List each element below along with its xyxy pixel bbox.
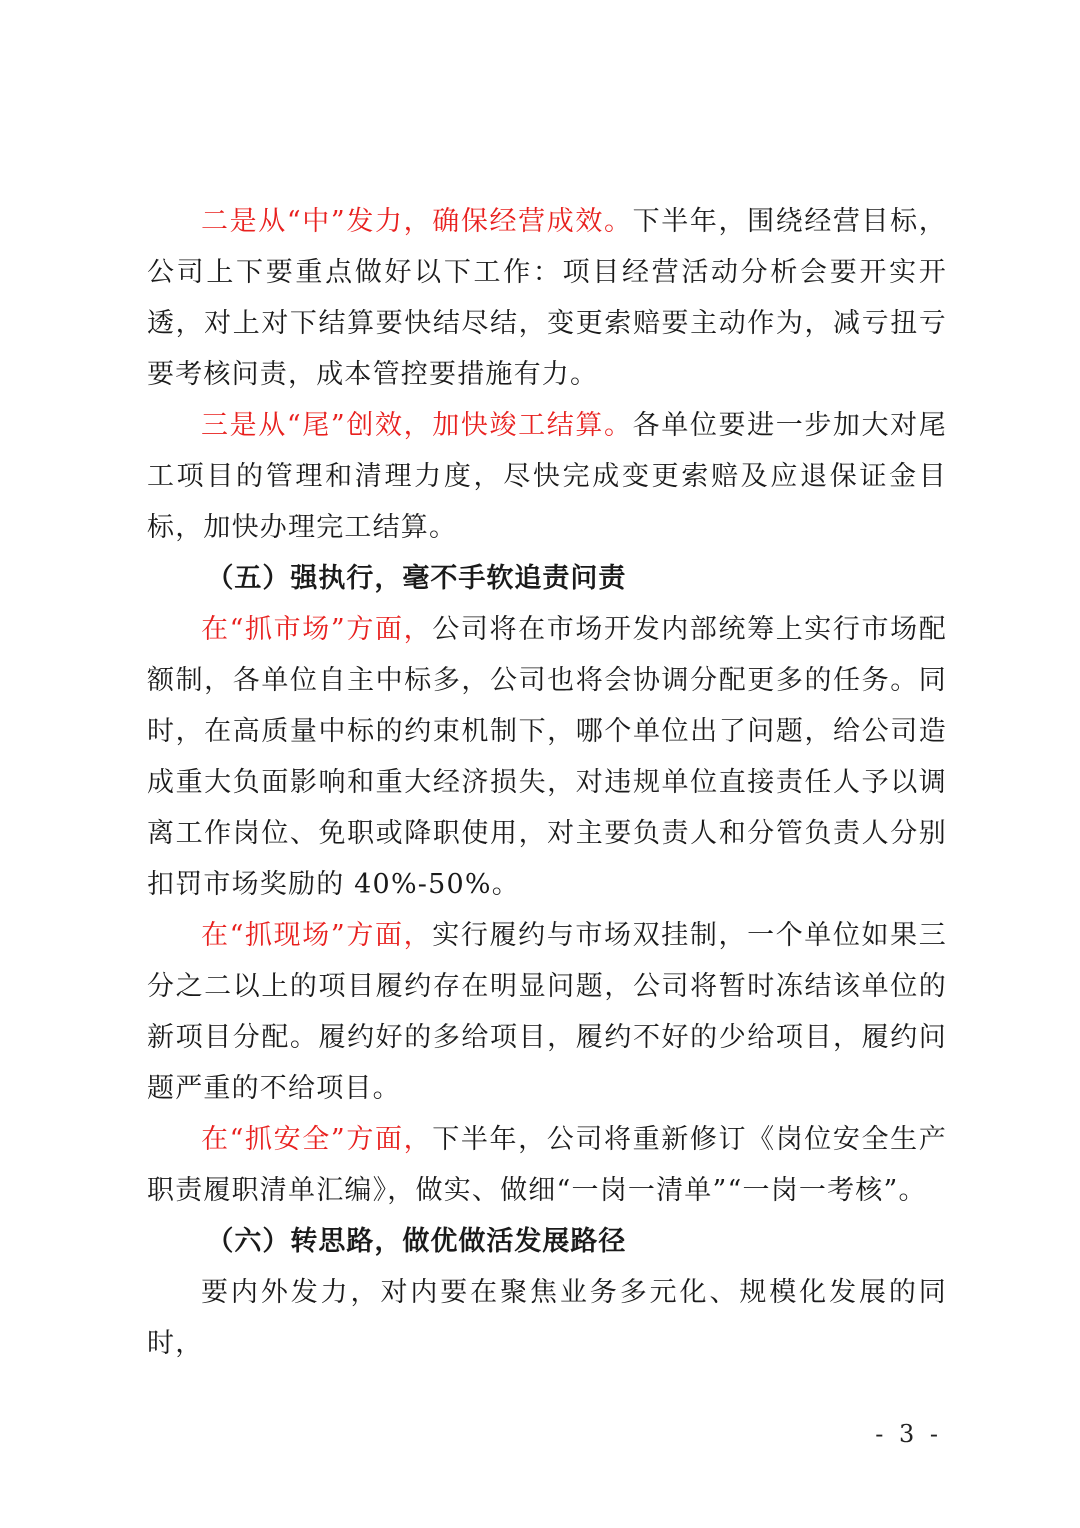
paragraph-body: 公司将在市场开发内部统筹上实行市场配额制，各单位自主中标多，公司也将会协调分配更多的任务。同时，在高质量中标的约束机制下，哪个单位出了问题，给公司造成重大负面影响和重大经济损失，对违规单位直接责任人予以调离工作岗位、免职或降职使用，对主要负责人和分管负责人分别扣罚市场奖励的 40%-50%。 xyxy=(147,614,947,900)
paragraph-body: 各单位要进一步加大对尾工项目的管理和清理力度，尽快完成变更索赔及应退保证金目标，加快办理完工结算。 xyxy=(147,410,948,543)
section-heading-six: （六）转思路，做优做活发展路径 xyxy=(206,1226,627,1257)
paragraph-lead-red: 在“抓市场”方面， xyxy=(201,614,433,645)
paragraph-lead-red: 在“抓现场”方面， xyxy=(201,920,433,951)
paragraph-lead-red: 在“抓安全”方面， xyxy=(201,1124,433,1155)
section-heading-five: （五）强执行，毫不手软追责问责 xyxy=(206,563,627,594)
paragraph-body: 下半年，公司将重新修订《岗位安全生产职责履职清单汇编》，做实、做细“一岗一清单”“一岗一考核”。 xyxy=(147,1124,947,1206)
paragraph-market xyxy=(147,604,947,910)
paragraph-body: 实行履约与市场双挂制，一个单位如果三分之二以上的项目履约存在明显问题，公司将暂时冻结该单位的新项目分配。履约好的多给项目，履约不好的少给项目，履约问题严重的不给项目。 xyxy=(147,920,947,1104)
document-page xyxy=(147,196,947,1369)
paragraph-three-tail xyxy=(147,400,947,553)
paragraph-safety xyxy=(147,1114,947,1216)
paragraph-lead-red: 二是从“中”发力，确保经营成效。 xyxy=(201,206,633,237)
paragraph-body: 下半年，围绕经营目标，公司上下要重点做好以下工作：项目经营活动分析会要开实开透，对上对下结算要快结尽结，变更索赔要主动作为，减亏扭亏要考核问责，成本管控要措施有力。 xyxy=(147,206,948,390)
paragraph-development xyxy=(147,1267,947,1369)
paragraph-lead-red: 三是从“尾”创效，加快竣工结算。 xyxy=(201,410,633,441)
page-number: - 3 - xyxy=(875,1420,942,1448)
paragraph-two-middle xyxy=(147,196,947,400)
paragraph-body: 要内外发力，对内要在聚焦业务多元化、规模化发展的同时， xyxy=(147,1277,947,1359)
paragraph-site xyxy=(147,910,947,1114)
